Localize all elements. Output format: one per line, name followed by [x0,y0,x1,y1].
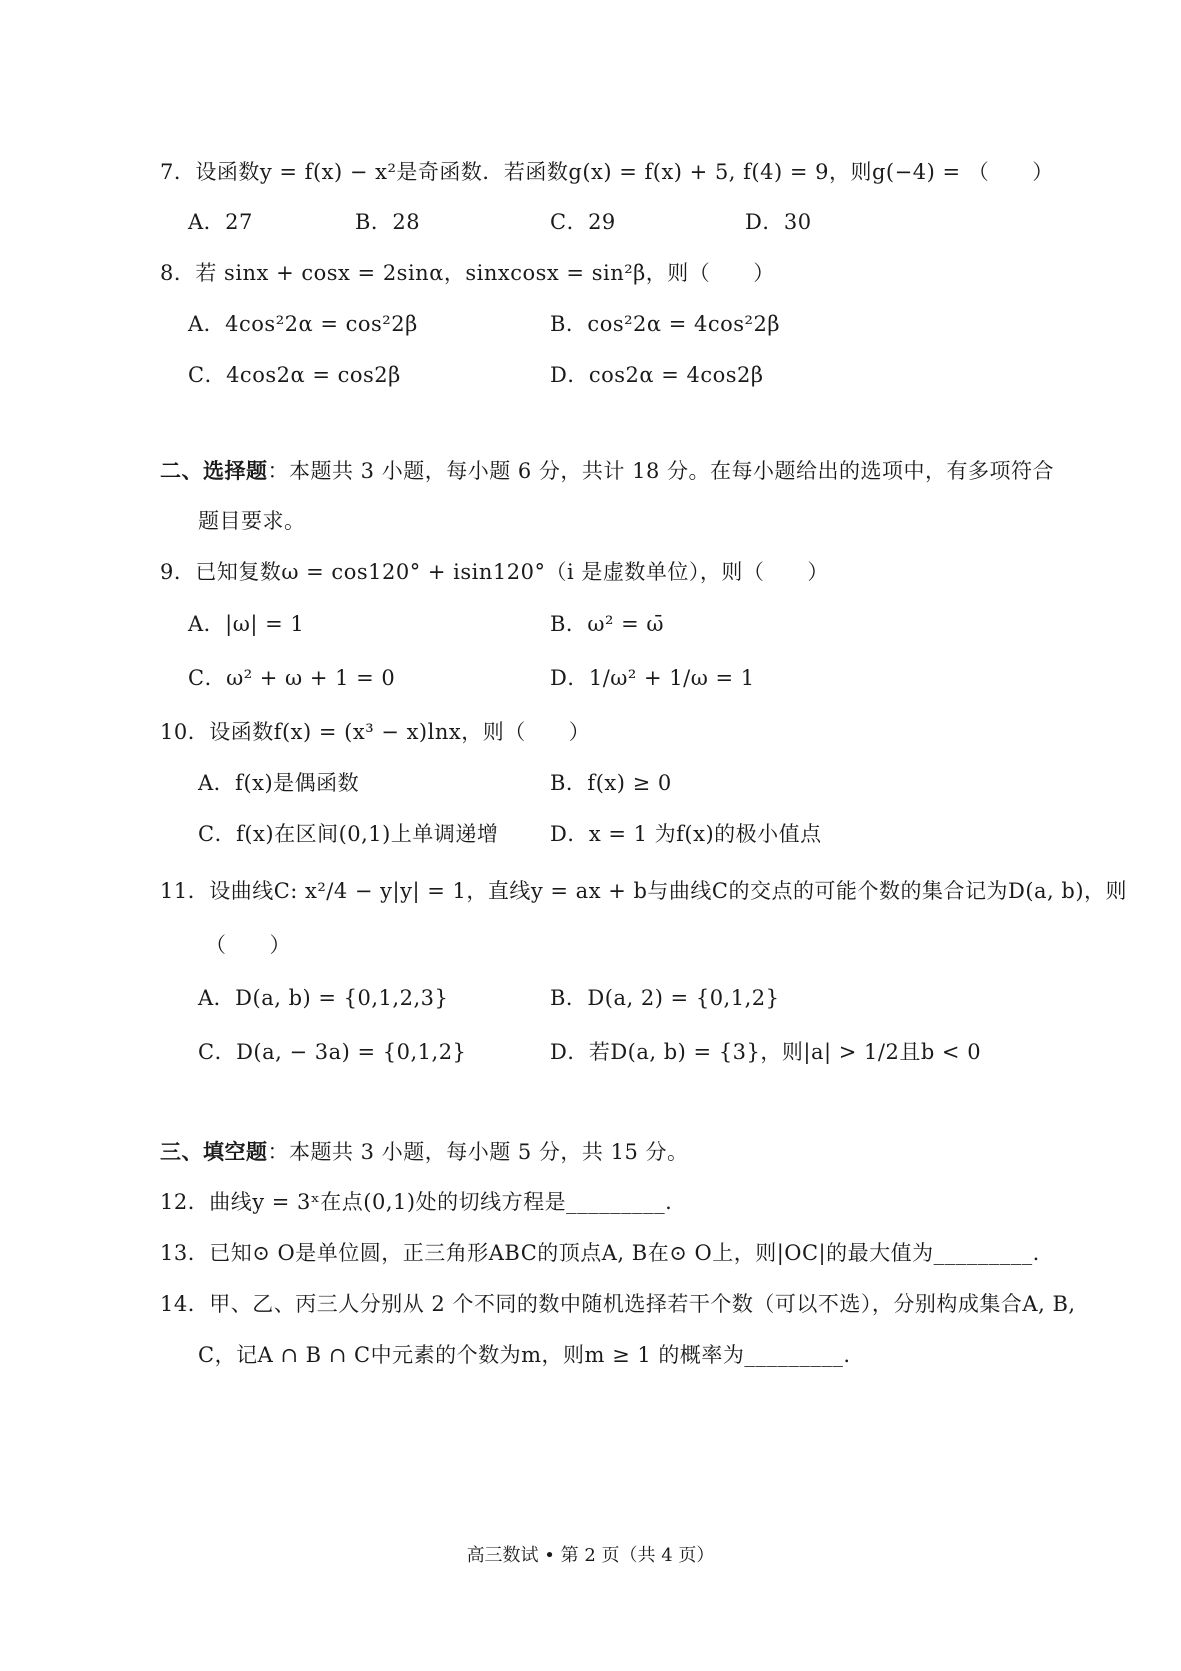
section-3-description: ：本题共 3 小题，每小题 5 分，共 15 分。 [267,1140,689,1164]
question-8-option-b: B．cos²2α = 4cos²2β [550,312,780,336]
section-2-description-cont: 题目要求。 [198,509,306,533]
question-7-option-d: D．30 [745,210,812,234]
question-7-stem: 7．设函数y = f(x) − x²是奇函数．若函数g(x) = f(x) + 5, f(4) = 9，则g(−4) = （ ） [160,160,1054,184]
question-7-option-a: A．27 [188,210,253,234]
question-14-stem: 14．甲、乙、丙三人分别从 2 个不同的数中随机选择若干个数（可以不选），分别构成集合A, B, [160,1292,1076,1316]
question-11-option-c: C．D(a, − 3a) = {0,1,2} [198,1040,467,1064]
question-8-option-d: D．cos2α = 4cos2β [550,363,764,387]
question-10-stem: 10．设函数f(x) = (x³ − x)lnx，则（ ） [160,720,591,744]
question-9-option-b: B．ω² = ω̄ [550,612,665,636]
question-10-option-b: B．f(x) ≥ 0 [550,771,672,795]
section-3-title: 三、填空题 [160,1139,268,1164]
section-3-heading [160,1138,689,1166]
question-10-option-d: D．x = 1 为f(x)的极小值点 [550,822,822,846]
section-2-description: ：本题共 3 小题，每小题 6 分，共计 18 分。在每小题给出的选项中，有多项符合 [267,459,1054,483]
question-11-option-b: B．D(a, 2) = {0,1,2} [550,986,780,1010]
question-12-stem: 12．曲线y = 3ˣ在点(0,1)处的切线方程是_________. [160,1190,673,1214]
question-11-option-d: D．若D(a, b) = {3}，则|a| > 1/2且b < 0 [550,1040,982,1064]
question-8-option-a: A．4cos²2α = cos²2β [188,312,418,336]
question-8-stem: 8．若 sinx + cosx = 2sinα，sinxcosx = sin²β，则（ ） [160,261,775,285]
question-10-option-a: A．f(x)是偶函数 [198,771,360,795]
question-7-option-c: C．29 [550,210,616,234]
section-2-title: 二、选择题 [160,458,268,483]
question-13-stem: 13．已知⊙ O是单位圆，正三角形ABC的顶点A, B在⊙ O上，则|OC|的最大值为_________. [160,1241,1040,1265]
question-7-option-b: B．28 [355,210,421,234]
question-9-option-d: D．1/ω² + 1/ω = 1 [550,666,755,690]
question-9-stem: 9．已知复数ω = cos120° + isin120°（i 是虚数单位），则（ ） [160,560,829,584]
question-10-option-c: C．f(x)在区间(0,1)上单调递增 [198,822,499,846]
question-11-answer-paren: （ ） [205,933,291,957]
question-11-stem: 11．设曲线C: x²/4 − y|y| = 1，直线y = ax + b与曲线C的交点的可能个数的集合记为D(a, b)，则 [160,879,1128,903]
question-14-stem-cont: C，记A ∩ B ∩ C中元素的个数为m，则m ≥ 1 的概率为_________. [198,1343,851,1367]
page-footer: 高三数试 • 第 2 页（共 4 页） [466,1545,715,1566]
section-2-heading [160,457,1054,485]
question-9-option-a: A．|ω| = 1 [188,612,305,636]
question-11-option-a: A．D(a, b) = {0,1,2,3} [198,986,449,1010]
question-9-option-c: C．ω² + ω + 1 = 0 [188,666,396,690]
question-8-option-c: C．4cos2α = cos2β [188,363,401,387]
